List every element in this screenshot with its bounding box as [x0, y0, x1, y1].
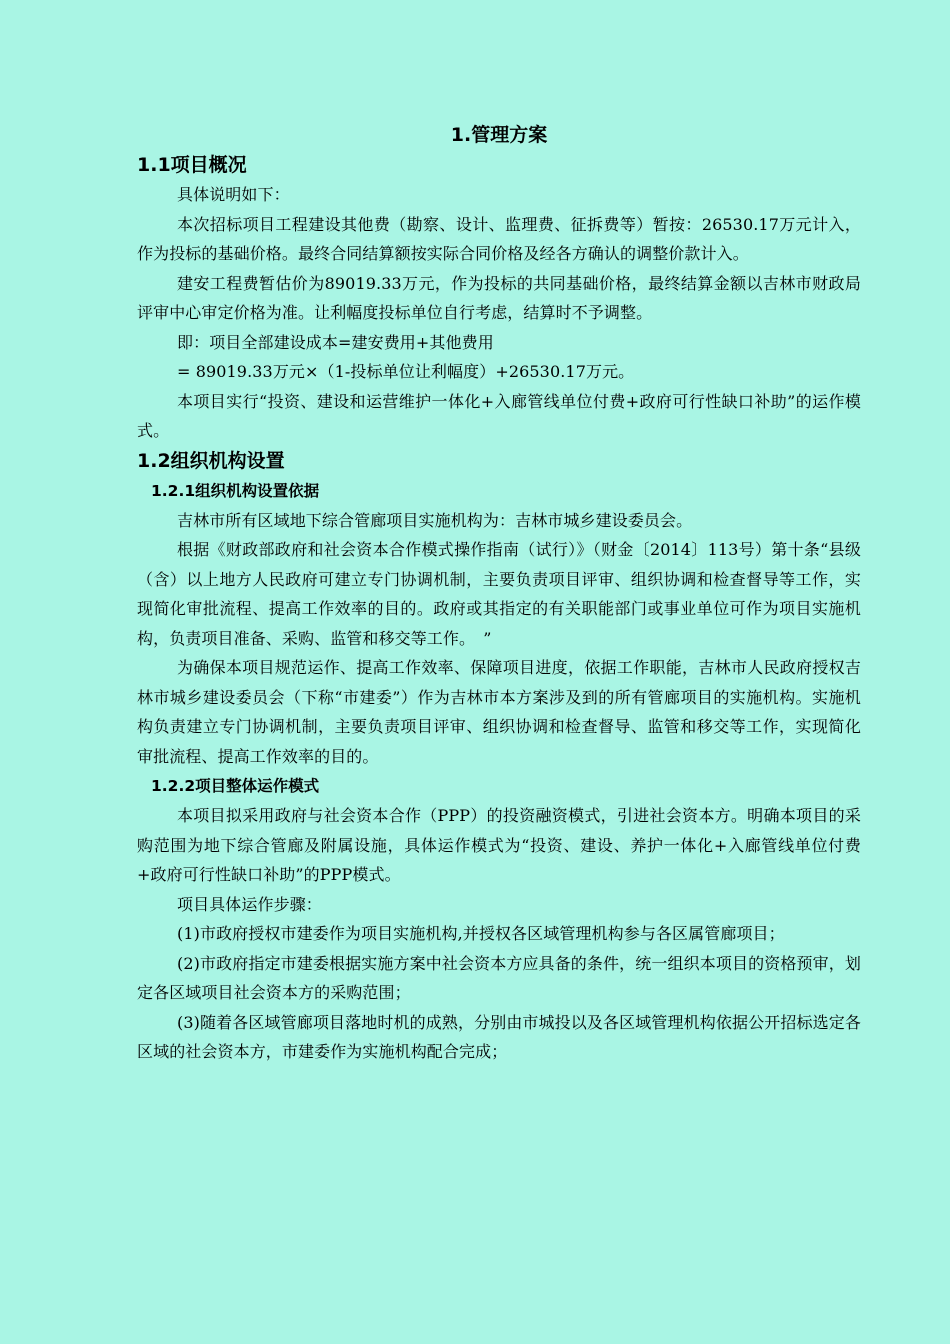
- section-heading-1-2: 1.2组织机构设置: [137, 449, 285, 472]
- paragraph: 为确保本项目规范运作、提高工作效率、保障项目进度，依据工作职能，吉林市人民政府授权吉林市城乡建设委员会（下称“市建委”）作为吉林市本方案涉及到的所有管廊项目的实施机构。实施机构负责建立专门协调机制，主要负责项目评审、组织协调和检查督导、监管和移交等工作，实现简化审批流程、提高工作效率的目的。: [137, 658, 861, 766]
- subsection-heading-1-2-1: 1.2.1组织机构设置依据: [151, 481, 320, 500]
- paragraph: 本次招标项目工程建设其他费（勘察、设计、监理费、征拆费等）暂按：26530.17万元计入，作为投标的基础价格。最终合同结算额按实际合同价格及经各方确认的调整价款计入。: [137, 214, 861, 263]
- paragraph: 本项目实行“投资、建设和运营维护一体化+入廊管线单位付费+政府可行性缺口补助”的运作模式。: [137, 391, 861, 440]
- page-title: 1.管理方案: [450, 124, 548, 146]
- list-item: (1)市政府授权市建委作为项目实施机构,并授权各区域管理机构参与各区属管廊项目；: [177, 924, 785, 943]
- paragraph: 建安工程费暂估价为89019.33万元，作为投标的共同基础价格，最终结算金额以吉林市财政局评审中心审定价格为准。让利幅度投标单位自行考虑，结算时不予调整。: [137, 273, 861, 322]
- paragraph: 项目具体运作步骤：: [177, 894, 322, 914]
- subsection-heading-1-2-2: 1.2.2项目整体运作模式: [151, 777, 320, 795]
- section-heading-1-1: 1.1项目概况: [137, 154, 247, 176]
- document-page: [137, 120, 861, 1067]
- list-item: (3)随着各区域管廊项目落地时机的成熟，分别由市城投以及各区域管理机构依据公开招标选定各区域的社会资本方，市建委作为实施机构配合完成；: [137, 1012, 861, 1061]
- list-item: (2)市政府指定市建委根据实施方案中社会资本方应具备的条件，统一组织本项目的资格预审，划定各区域项目社会资本方的采购范围；: [137, 953, 861, 1002]
- paragraph: 具体说明如下：: [177, 185, 290, 204]
- paragraph: 本项目拟采用政府与社会资本合作（PPP）的投资融资模式，引进社会资本方。明确本项目的采购范围为地下综合管廊及附属设施，具体运作模式为“投资、建设、养护一体化+入廊管线单位付费+政府可行性缺口补助”的PPP模式。: [137, 806, 861, 884]
- formula-line: = 89019.33万元×（1-投标单位让利幅度）+26530.17万元。: [177, 362, 635, 381]
- paragraph: 吉林市所有区域地下综合管廊项目实施机构为：吉林市城乡建设委员会。: [177, 510, 693, 530]
- paragraph: 即：项目全部建设成本=建安费用+其他费用: [177, 332, 494, 352]
- paragraph: 根据《财政部政府和社会资本合作模式操作指南（试行）》（财金〔2014〕113号）第十条“县级（含）以上地方人民政府可建立专门协调机制，主要负责项目评审、组织协调和检查督导等工作，实现简化审批流程、提高工作效率的目的。政府或其指定的有关职能部门或事业单位可作为项目实施机构，负责项目准备、采购、监管和移交等工作。 ”: [137, 540, 861, 648]
